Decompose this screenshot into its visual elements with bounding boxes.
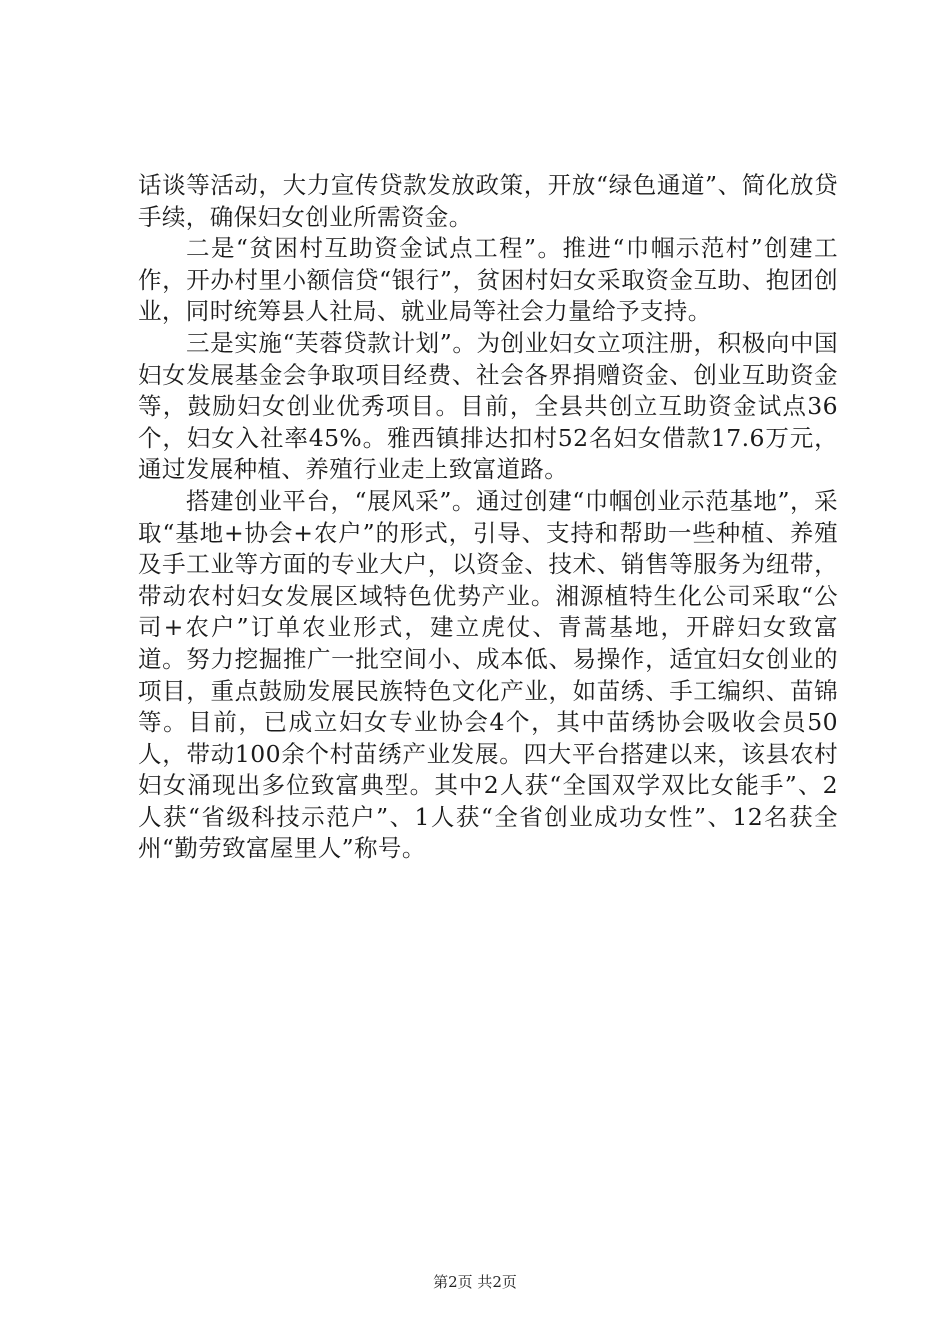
document-body: [138, 170, 838, 865]
paragraph-item-three: 三是实施“芙蓉贷款计划”。为创业妇女立项注册，积极向中国妇女发展基金会争取项目经费、社会各界捐赠资金、创业互助资金等，鼓励妇女创业优秀项目。目前，全县共创立互助资金试点36个，妇女入社率45%。雅西镇排达扣村52名妇女借款17.6万元，通过发展种植、养殖行业走上致富道路。: [138, 328, 838, 484]
paragraph-item-two: 二是“贫困村互助资金试点工程”。推进“巾帼示范村”创建工作，开办村里小额信贷“银行”，贫困村妇女采取资金互助、抱团创业，同时统筹县人社局、就业局等社会力量给予支持。: [138, 234, 838, 326]
page-footer: [0, 1271, 950, 1292]
paragraph-platform: 搭建创业平台，“展风采”。通过创建“巾帼创业示范基地”，采取“基地+协会+农户”的形式，引导、支持和帮助一些种植、养殖及手工业等方面的专业大户，以资金、技术、销售等服务为纽带，带动农村妇女发展区域特色优势产业。湘源植特生化公司采取“公司+农户”订单农业形式，建立虎仗、青蒿基地，开辟妇女致富道。努力挖掘推广一批空间小、成本低、易操作，适宜妇女创业的项目，重点鼓励发展民族特色文化产业，如苗绣、手工编织、苗锦等。目前，已成立妇女专业协会4个，其中苗绣协会吸收会员50人，带动100余个村苗绣产业发展。四大平台搭建以来，该县农村妇女涌现出多位致富典型。其中2人获“全国双学双比女能手”、2人获“省级科技示范户”、1人获“全省创业成功女性”、12名获全州“勤劳致富屋里人”称号。: [138, 486, 838, 863]
paragraph-continuation: 话谈等活动，大力宣传贷款发放政策，开放“绿色通道”、简化放贷手续，确保妇女创业所需资金。: [138, 171, 838, 231]
page-number-label: 第2页 共2页: [433, 1273, 517, 1291]
